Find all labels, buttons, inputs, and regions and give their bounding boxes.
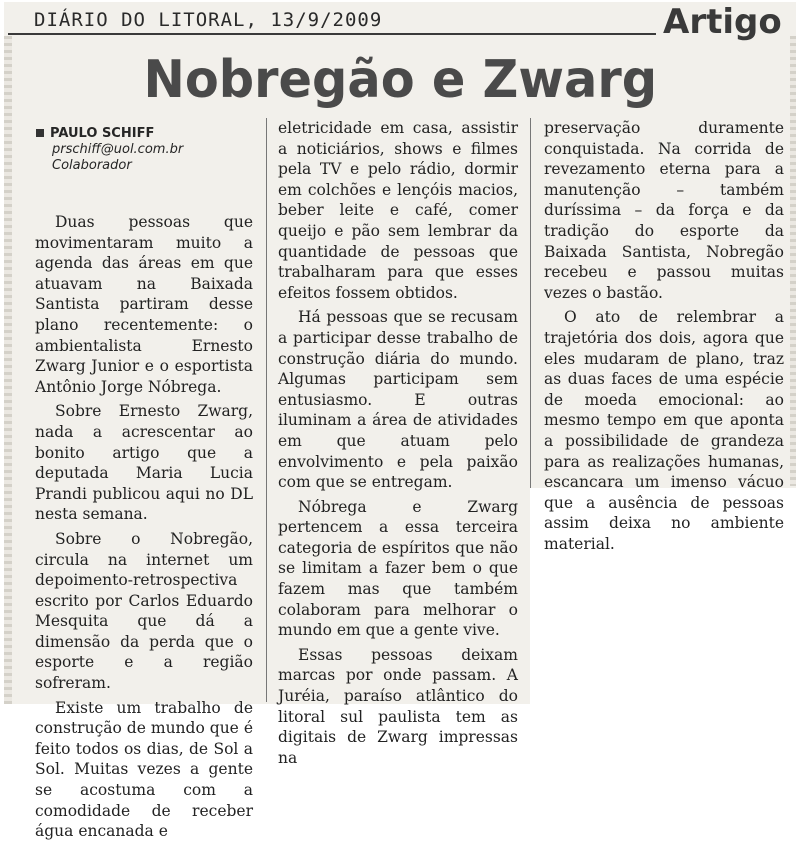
paragraph: Existe um trabalho de construção de mundo que é feito todos os dias, de Sol a Sol. Muitas vezes a gente se acostuma com a comodidade de receber água encanada e [35,698,253,841]
byline-role: Colaborador [52,158,132,173]
paragraph: Sobre Ernesto Zwarg, nada a acrescentar ao bonito artigo que a deputada Maria Lucia Prandi publicou aqui no DL nesta semana. [35,402,253,524]
paragraph: preservação duramente conquistada. Na corrida de revezamento eterna para a manutenção – também duríssima – da força e da tradição do esporte da Baixada Santista, Nobregão recebeu e passou muitas vezes o bastão. [544,119,784,302]
article-column-1 [35,212,253,846]
section-label: Artigo [663,2,782,42]
byline-email: prschiff@uol.com.br [52,142,184,157]
paragraph: Nóbrega e Zwarg pertencem a essa terceira categoria de espíritos que não se limitam a fazer bem o que fazem mas que também colaboram para melhorar o mundo em que a gente vive. [278,497,518,640]
masthead-rule [8,33,656,35]
paragraph: Essas pessoas deixam marcas por onde passam. A Juréia, paraíso atlântico do litoral sul paulista tem as digitais de Zwarg impressas na [278,645,518,767]
byline [36,126,256,174]
adjacent-column-edge-left [4,36,12,704]
paragraph: Há pessoas que se recusam a participar desse trabalho de construção diária do mundo. Algumas participam sem entusiasmo. E outras iluminam a área de atividades em que atuam pelo envolvimento e pela paixão com que se entregam. [278,308,518,492]
headline-wrap [0,50,800,110]
column-divider [266,118,267,702]
column-divider [530,118,531,488]
headline: Nobregão e Zwarg [143,50,657,110]
paragraph: Sobre o Nobregão, circula na internet um depoimento-retrospectiva escrito por Carlos Eduardo Mesquita que dá a dimensão da perda que o esporte e a região sofreram. [35,529,253,693]
paragraph: eletricidade em casa, assistir a noticiários, shows e filmes pela TV e pelo rádio, dormir em colchões e lençóis macios, beber leite e café, comer queijo e pão sem lembrar da quantidade de pessoas que trabalharam para que esses efeitos fossem obtidos. [278,119,518,302]
masthead: DIÁRIO DO LITORAL, 13/9/2009 [34,9,383,31]
article-column-3 [544,118,784,558]
paragraph: O ato de relembrar a trajetória dos dois, agora que eles mudaram de plano, traz as duas faces de uma espécie de moeda emocional: ao mesmo tempo em que aponta a possibilidade de grandeza para as realizações humanas, escancara um imenso vácuo que a ausência de pessoas assim deixa no ambiente material. [544,308,784,553]
byline-author [36,126,256,142]
article-column-2 [278,118,518,772]
byline-author-name: PAULO SCHIFF [50,126,155,141]
paragraph: Duas pessoas que movimentaram muito a agenda das áreas em que atuavam na Baixada Santista partiram desse plano recentemente: o ambientalista Ernesto Zwarg Junior e o esportista Antônio Jorge Nóbrega. [35,213,253,396]
